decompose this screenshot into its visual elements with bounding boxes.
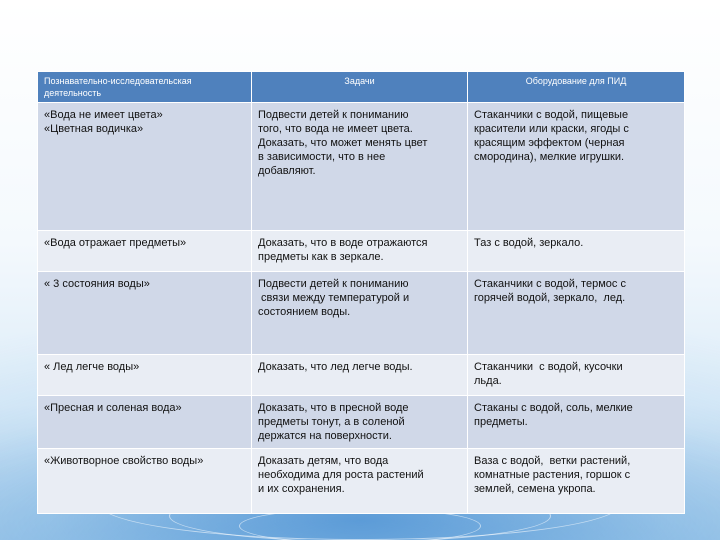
cell-line: добавляют. bbox=[258, 165, 316, 177]
tasks-cell bbox=[252, 272, 468, 355]
cell-line: в зависимости, что в нее bbox=[258, 151, 386, 163]
equipment-cell bbox=[468, 272, 685, 355]
cell-line: Подвести детей к пониманию bbox=[258, 109, 409, 121]
cell-line: льда. bbox=[474, 375, 502, 387]
table-row bbox=[38, 231, 685, 272]
cell-line: предметы. bbox=[474, 416, 528, 428]
header-line: деятельность bbox=[44, 88, 102, 98]
header-tasks bbox=[252, 72, 468, 103]
table-row bbox=[38, 449, 685, 514]
cell-line: Подвести детей к пониманию bbox=[258, 278, 409, 290]
cell-line: Доказать детям, что вода bbox=[258, 455, 389, 467]
table-row bbox=[38, 355, 685, 396]
tasks-cell bbox=[252, 449, 468, 514]
cell-line: Стаканы с водой, соль, мелкие bbox=[474, 402, 633, 414]
table-header-row bbox=[38, 72, 685, 103]
activity-cell bbox=[38, 272, 252, 355]
activities-table bbox=[37, 71, 685, 514]
header-line: Оборудование для ПИД bbox=[525, 76, 627, 86]
cell-line: «Цветная водичка» bbox=[44, 123, 144, 135]
cell-line: Стаканчики с водой, кусочки bbox=[474, 361, 623, 373]
tasks-cell bbox=[252, 355, 468, 396]
cell-line: предметы как в зеркале. bbox=[258, 251, 384, 263]
cell-line: «Животворное свойство воды» bbox=[44, 455, 204, 467]
cell-line: «Вода не имеет цвета» bbox=[44, 109, 163, 121]
equipment-cell bbox=[468, 396, 685, 449]
table-row bbox=[38, 272, 685, 355]
cell-line: красящим эффектом (черная bbox=[474, 137, 625, 149]
table-row bbox=[38, 396, 685, 449]
equipment-cell bbox=[468, 449, 685, 514]
cell-line: необходима для роста растений bbox=[258, 469, 424, 481]
cell-line: Таз с водой, зеркало. bbox=[474, 237, 584, 249]
cell-line: «Пресная и соленая вода» bbox=[44, 402, 182, 414]
cell-line: « 3 состояния воды» bbox=[44, 278, 150, 290]
tasks-cell bbox=[252, 396, 468, 449]
equipment-cell bbox=[468, 231, 685, 272]
cell-line: состоянием воды. bbox=[258, 306, 351, 318]
cell-line: Доказать, что лед легче воды. bbox=[258, 361, 413, 373]
cell-line: комнатные растения, горшок с bbox=[474, 469, 631, 481]
table-row bbox=[38, 103, 685, 231]
header-equipment bbox=[468, 72, 685, 103]
cell-line: горячей водой, зеркало, лед. bbox=[474, 292, 626, 304]
cell-line: смородина), мелкие игрушки. bbox=[474, 151, 625, 163]
cell-line: « Лед легче воды» bbox=[44, 361, 140, 373]
cell-line: землей, семена укропа. bbox=[474, 483, 596, 495]
cell-line: предметы тонут, а в соленой bbox=[258, 416, 405, 428]
cell-line: держатся на поверхности. bbox=[258, 430, 392, 442]
cell-line: Доказать, что может менять цвет bbox=[258, 137, 428, 149]
activity-cell bbox=[38, 449, 252, 514]
activity-cell bbox=[38, 396, 252, 449]
header-line: Задачи bbox=[344, 76, 375, 86]
cell-line: того, что вода не имеет цвета. bbox=[258, 123, 413, 135]
cell-line: красители или краски, ягоды с bbox=[474, 123, 629, 135]
equipment-cell bbox=[468, 355, 685, 396]
tasks-cell bbox=[252, 231, 468, 272]
activity-cell bbox=[38, 355, 252, 396]
cell-line: и их сохранения. bbox=[258, 483, 345, 495]
cell-line: Ваза с водой, ветки растений, bbox=[474, 455, 631, 467]
tasks-cell bbox=[252, 103, 468, 231]
cell-line: «Вода отражает предметы» bbox=[44, 237, 187, 249]
cell-line: Стаканчики с водой, пищевые bbox=[474, 109, 629, 121]
equipment-cell bbox=[468, 103, 685, 231]
header-line: Познавательно-исследовательская bbox=[44, 76, 192, 86]
header-activity bbox=[38, 72, 252, 103]
activity-cell bbox=[38, 103, 252, 231]
cell-line: связи между температурой и bbox=[258, 292, 410, 304]
cell-line: Стаканчики с водой, термос с bbox=[474, 278, 626, 290]
cell-line: Доказать, что в пресной воде bbox=[258, 402, 409, 414]
cell-line: Доказать, что в воде отражаются bbox=[258, 237, 428, 249]
activity-cell bbox=[38, 231, 252, 272]
